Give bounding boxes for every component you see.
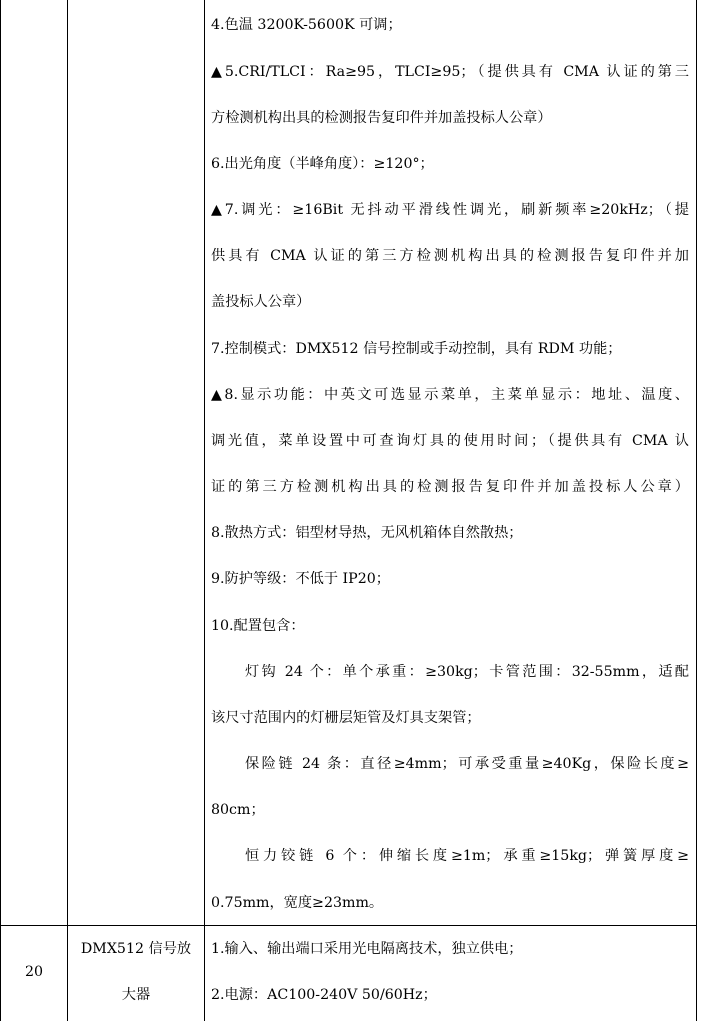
item-spec-line-2: 2.电源：AC100-240V 50/60Hz； [211, 987, 437, 1003]
table-border-col2 [204, 0, 205, 1021]
spec-line-hook-b: 该尺寸范围内的灯栅层矩管及灯具支架管； [211, 710, 481, 726]
table-border-col1 [67, 0, 68, 1021]
spec-line-8c: 证的第三方检测机构出具的检测报告复印件并加盖投标人公章） [211, 479, 689, 495]
spec-line-hinge-a: 恒力铰链 6 个：伸缩长度≥1m；承重≥15kg；弹簧厚度≥ [245, 848, 689, 864]
spec-line-7-control: 7.控制模式：DMX512 信号控制或手动控制，具有 RDM 功能； [211, 341, 622, 357]
spec-line-8b: 调光值，菜单设置中可查询灯具的使用时间；（提供具有 CMA 认 [211, 433, 689, 449]
table-border-left [0, 0, 1, 1021]
spec-line-7a: ▲7.调光：≥16Bit 无抖动平滑线性调光，刷新频率≥20kHz；（提 [211, 202, 689, 218]
table-row-divider [0, 925, 697, 926]
spec-line-5a: ▲5.CRI/TLCI：Ra≥95，TLCI≥95；（提供具有 CMA 认证的第三 [211, 64, 689, 80]
spec-line-4: 4.色温 3200K-5600K 可调； [211, 17, 402, 33]
table-border-right [696, 0, 697, 1021]
spec-line-8a: ▲8.显示功能：中英文可选显示菜单，主菜单显示：地址、温度、 [211, 387, 689, 403]
spec-line-hinge-b: 0.75mm，宽度≥23mm。 [211, 895, 384, 911]
spec-line-8-cooling: 8.散热方式：铝型材导热，无风机箱体自然散热； [211, 525, 523, 541]
spec-line-7c: 盖投标人公章） [211, 294, 311, 310]
spec-line-5b: 方检测机构出具的检测报告复印件并加盖投标人公章） [211, 110, 552, 126]
spec-line-6: 6.出光角度（半峰角度）：≥120°； [211, 156, 434, 172]
spec-line-chain-b: 80cm； [211, 802, 265, 818]
item-name-line2: 大器 [121, 987, 151, 1003]
spec-line-hook-a: 灯钩 24 个：单个承重：≥30kg；卡管范围：32-55mm，适配 [245, 664, 689, 680]
spec-line-9: 9.防护等级：不低于 IP20； [211, 571, 390, 587]
item-spec-line-1: 1.输入、输出端口采用光电隔离技术，独立供电； [211, 941, 523, 957]
spec-line-10: 10.配置包含： [211, 618, 305, 634]
spec-line-chain-a: 保险链 24 条：直径≥4mm；可承受重量≥40Kg，保险长度≥ [245, 756, 689, 772]
spec-line-7b: 供具有 CMA 认证的第三方检测机构出具的检测报告复印件并加 [211, 248, 689, 264]
item-name-line1: DMX512 信号放 [80, 941, 192, 957]
row-number: 20 [24, 964, 44, 980]
